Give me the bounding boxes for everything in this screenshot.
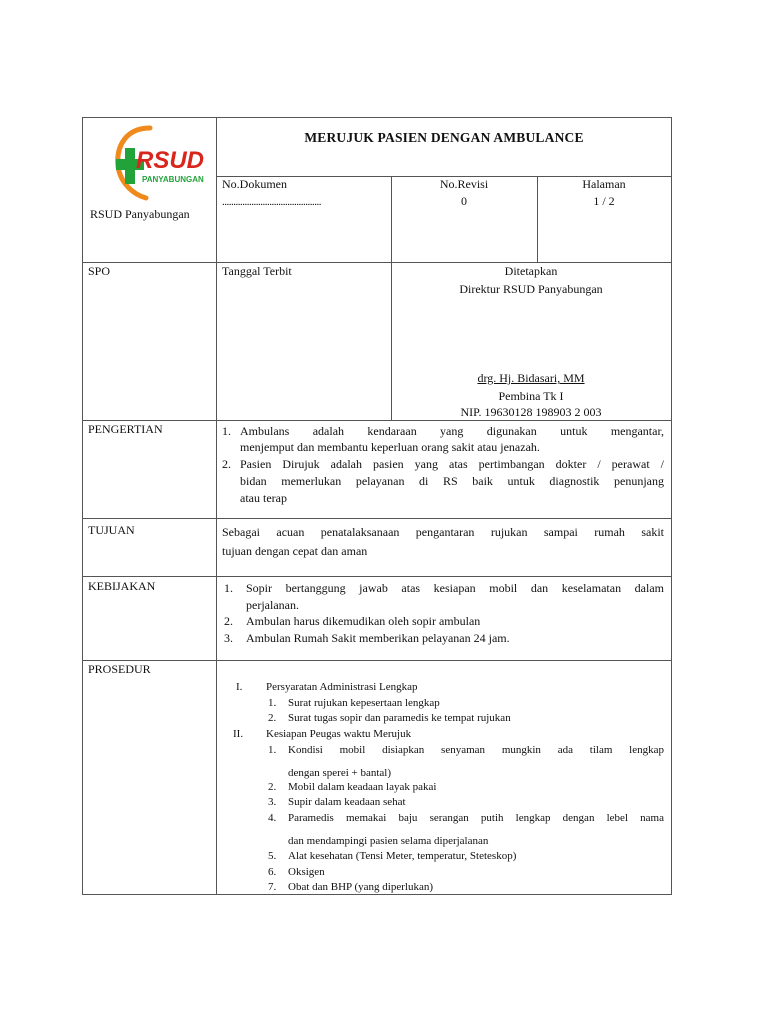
direktur-label: Direktur RSUD Panyabungan bbox=[459, 282, 603, 296]
signer-rank: Pembina Tk I bbox=[498, 389, 564, 403]
prosedur-2-item-6-text: Oksigen bbox=[288, 866, 325, 878]
logo-panyabungan-text: PANYABUNGAN bbox=[142, 175, 204, 184]
prosedur-2-item-2-text: Mobil dalam keadaan layak pakai bbox=[288, 781, 437, 793]
pengertian-label: PENGERTIAN bbox=[88, 422, 163, 436]
kebijakan-label: KEBIJAKAN bbox=[88, 579, 156, 593]
halaman-value: 1 / 2 bbox=[593, 194, 615, 208]
halaman-label: Halaman bbox=[582, 177, 626, 191]
pengertian-item-2-line2: bidan memerlukan pelayanan di RS baik untuk diagnostik penunjang bbox=[240, 474, 664, 488]
pengertian-item-2-rest: atau terap bbox=[240, 491, 287, 505]
prosedur-2-item-4-text: Paramedis memakai baju serangan putih lengkap dengan lebel nama bbox=[288, 812, 664, 824]
table-divider-pengertian bbox=[82, 518, 672, 519]
tujuan-line2: tujuan dengan cepat dan aman bbox=[222, 544, 368, 558]
table-divider-tujuan bbox=[82, 576, 672, 577]
pengertian-item-1-number: 1. bbox=[222, 424, 231, 438]
table-divider-col1 bbox=[216, 117, 217, 895]
page-title: MERUJUK PASIEN DENGAN AMBULANCE bbox=[304, 130, 584, 145]
kebijakan-item-1-line1: Sopir bertanggung jawab atas kesiapan mobil dan keselamatan dalam bbox=[246, 581, 664, 595]
tanggal-terbit-label: Tanggal Terbit bbox=[222, 264, 292, 278]
kebijakan-item-2-number: 2. bbox=[224, 614, 233, 628]
tujuan-label: TUJUAN bbox=[88, 523, 135, 537]
kebijakan-item-3-number: 3. bbox=[224, 631, 233, 645]
signer-name: drg. Hj. Bidasari, MM bbox=[477, 371, 585, 385]
prosedur-2-item-4-number: 4. bbox=[268, 812, 277, 824]
tujuan-line1: Sebagai acuan penatalaksanaan pengantaran rujukan sampai rumah sakit bbox=[222, 525, 664, 539]
pengertian-item-2-line1: Pasien Dirujuk adalah pasien yang atas pertimbangan dokter / perawat / bbox=[240, 457, 664, 471]
table-divider-spo bbox=[82, 420, 672, 421]
prosedur-2-item-3-text: Supir dalam keadaan sehat bbox=[288, 796, 406, 808]
prosedur-2-item-5-text: Alat kesehatan (Tensi Meter, temperatur, Steteskop) bbox=[288, 850, 517, 862]
no-revisi-value: 0 bbox=[461, 194, 467, 208]
prosedur-2-item-1-number: 1. bbox=[268, 744, 277, 756]
prosedur-section-2-title: Kesiapan Peugas waktu Merujuk bbox=[266, 728, 412, 740]
prosedur-2-item-4-cont: dan mendampingi pasien selama diperjalanan bbox=[288, 835, 489, 847]
table-border-top bbox=[82, 117, 672, 118]
table-border-right bbox=[671, 117, 672, 895]
prosedur-2-item-1-cont: dengan sperei + bantal) bbox=[288, 767, 392, 779]
prosedur-2-item-5-number: 5. bbox=[268, 850, 277, 862]
ditetapkan-label: Ditetapkan bbox=[504, 264, 558, 278]
prosedur-2-item-7-number: 7. bbox=[268, 881, 277, 893]
prosedur-1-item-2-number: 2. bbox=[268, 712, 277, 724]
prosedur-2-item-7-text: Obat dan BHP (yang diperlukan) bbox=[288, 881, 434, 893]
table-divider-header bbox=[82, 262, 672, 263]
prosedur-label: PROSEDUR bbox=[88, 662, 151, 676]
pengertian-item-1-rest: menjemput dan membantu keperluan orang sakit atau jenazah. bbox=[240, 440, 540, 454]
logo-rsud-text: RSUD bbox=[136, 147, 205, 174]
pengertian-item-2-number: 2. bbox=[222, 457, 231, 471]
org-name: RSUD Panyabungan bbox=[90, 207, 190, 221]
prosedur-1-item-1-text: Surat rujukan kepesertaan lengkap bbox=[288, 697, 440, 709]
kebijakan-item-2-text: Ambulan harus dikemudikan oleh sopir ambulan bbox=[246, 614, 481, 628]
signer-nip: NIP. 19630128 198903 2 003 bbox=[460, 405, 602, 419]
prosedur-2-item-1-text: Kondisi mobil disiapkan senyaman mungkin ada tilam lengkap bbox=[288, 744, 664, 756]
spo-label: SPO bbox=[88, 264, 111, 278]
prosedur-1-item-2-text: Surat tugas sopir dan paramedis ke tempat rujukan bbox=[288, 712, 511, 724]
prosedur-2-item-3-number: 3. bbox=[268, 796, 277, 808]
prosedur-section-1-title: Persyaratan Administrasi Lengkap bbox=[266, 681, 418, 693]
prosedur-1-item-1-number: 1. bbox=[268, 697, 277, 709]
prosedur-2-item-6-number: 6. bbox=[268, 866, 277, 878]
rsud-logo bbox=[112, 124, 205, 202]
no-revisi-label: No.Revisi bbox=[439, 177, 489, 191]
table-border-left bbox=[82, 117, 83, 895]
kebijakan-item-3-text: Ambulan Rumah Sakit memberikan pelayanan 24 jam. bbox=[246, 631, 510, 645]
prosedur-2-item-2-number: 2. bbox=[268, 781, 277, 793]
pengertian-item-1-line1: Ambulans adalah kendaraan yang digunakan untuk mengantar, bbox=[240, 424, 664, 438]
no-dokumen-label: No.Dokumen bbox=[222, 177, 287, 191]
no-dokumen-value: ............................................ bbox=[222, 196, 321, 208]
table-divider-kebijakan bbox=[82, 660, 672, 661]
prosedur-section-1-number: I. bbox=[236, 681, 243, 693]
kebijakan-item-1-rest: perjalanan. bbox=[246, 598, 299, 612]
kebijakan-item-1-number: 1. bbox=[224, 581, 233, 595]
prosedur-section-2-number: II. bbox=[233, 728, 244, 740]
